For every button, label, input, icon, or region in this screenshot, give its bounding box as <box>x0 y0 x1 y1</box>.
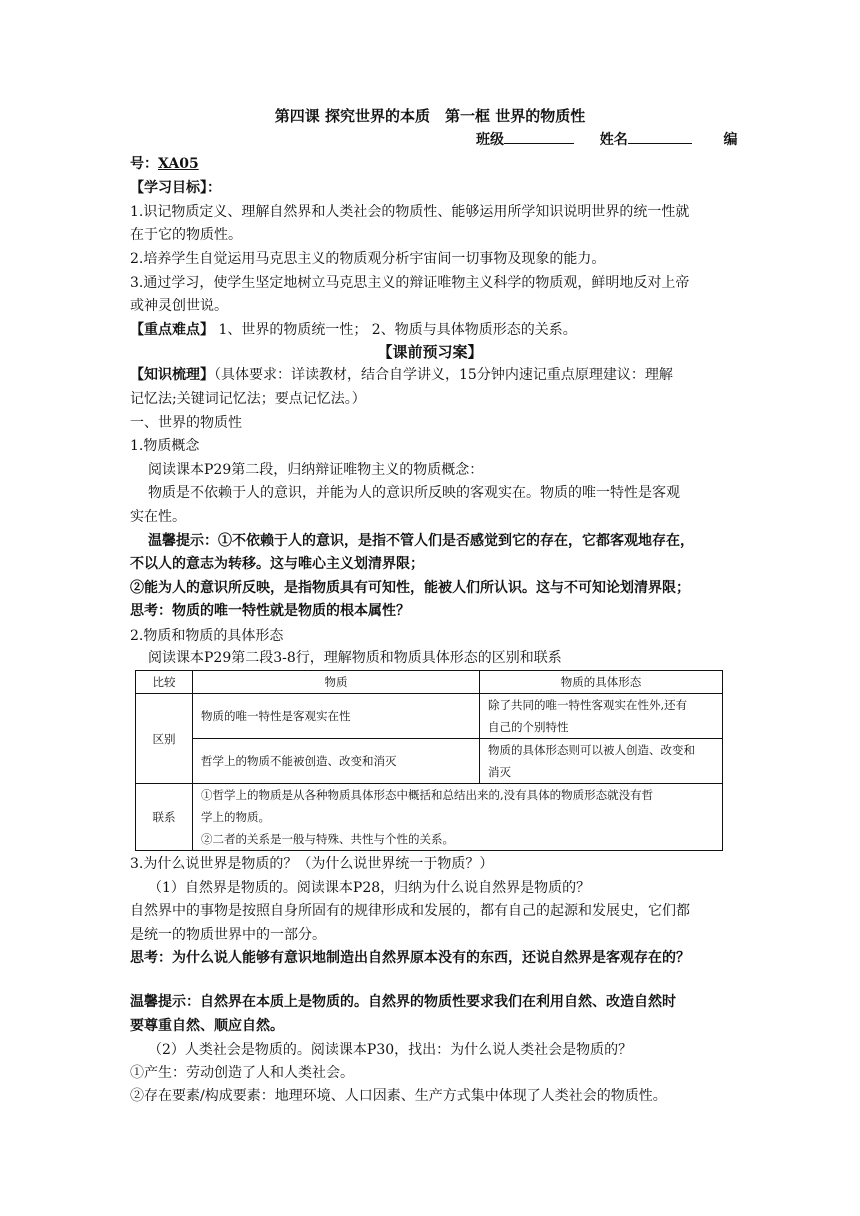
row1-forms: 除了共同的唯一特性客观实在性外,还有 自己的个别特性 <box>480 694 723 739</box>
objective-3a: 3.通过学习，使学生坚定地树立马克思主义的辩证唯物主义科学的物质观，鲜明地反对上帝 <box>130 275 690 291</box>
code-value: XA05 <box>158 156 199 172</box>
section1-read1: 阅读课本P29第二段，归纳辩证唯物主义的物质概念： <box>148 462 484 478</box>
preview-heading: 【课前预习案】 <box>377 343 483 361</box>
objectives-heading: 【学习目标】： <box>130 180 221 196</box>
row2-forms: 物质的具体形态则可以被人创造、改变和 消灭 <box>480 739 723 784</box>
table-row <box>136 739 723 784</box>
objective-1a: 1.识记物质定义、理解自然界和人类社会的物质性、能够运用所学知识说明世界的统一性就 <box>130 204 690 220</box>
header-matter: 物质 <box>193 671 480 694</box>
section1-sub1: 1.物质概念 <box>130 438 200 454</box>
name-blank[interactable] <box>628 129 692 144</box>
class-name-line <box>476 128 736 152</box>
knowledge-text-b: 记忆法;关键词记忆法；要点记忆法。） <box>130 391 366 407</box>
think1: 思考：物质的唯一特性就是物质的根本属性？ <box>130 603 410 619</box>
key-points-line <box>130 318 730 342</box>
think2: 思考：为什么说人能够有意识地制造出自然界原本没有的东西，还说自然界是客观存在的？ <box>130 950 690 966</box>
comparison-table <box>135 670 723 851</box>
code-line <box>130 152 730 176</box>
nature-b: 是统一的物质世界中的一部分。 <box>130 927 326 943</box>
tip1-a: 温馨提示：①不依赖于人的意识，是指不管人们是否感觉到它的存在，它都客观地存在， <box>148 533 694 549</box>
table-header-row <box>136 671 723 694</box>
document-title: 第四课 探究世界的本质 第一框 世界的物质性 <box>274 107 586 125</box>
section3-p1: （1）自然界是物质的。阅读课本P28，归纳为什么说自然界是物质的？ <box>148 880 591 896</box>
section1-read2: 阅读课本P29第二段3-8行，理解物质和物质具体形态的区别和联系 <box>148 650 562 666</box>
knowledge-line-a <box>130 363 730 387</box>
row2-matter: 哲学上的物质不能被创造、改变和消灭 <box>193 739 480 784</box>
header-compare: 比较 <box>136 671 193 694</box>
row1-matter: 物质的唯一特性是客观实在性 <box>193 694 480 739</box>
objective-3b: 或神灵创世说。 <box>130 298 228 314</box>
name-label: 姓名 <box>599 132 628 148</box>
tip2-a: 温馨提示：自然界在本质上是物质的。自然界的物质性要求我们在利用自然、改造自然时 <box>130 994 676 1010</box>
section3-sub3: 3.为什么说世界是物质的？（为什么说世界统一于物质？） <box>130 856 494 872</box>
header-forms: 物质的具体形态 <box>480 671 723 694</box>
section1-title: 一、世界的物质性 <box>130 415 242 431</box>
section1-sub2: 2.物质和物质的具体形态 <box>130 628 284 644</box>
knowledge-heading: 【知识梳理】 <box>130 367 214 383</box>
existence-elements: ②存在要素/构成要素：地理环境、人口因素、生产方式集中体现了人类社会的物质性。 <box>130 1088 667 1104</box>
code-label-b: 号： <box>130 156 158 172</box>
key-points-text: 1、世界的物质统一性； 2、物质与具体物质形态的关系。 <box>214 322 577 338</box>
definition-b: 实在性。 <box>130 509 186 525</box>
connection-text: ①哲学上的物质是从各种物质具体形态中概括和总结出来的,没有具体的物质形态就没有哲 学上的物质。 ②二者的关系是一般与特殊、共性与个性的关系。 <box>193 784 723 851</box>
table-row <box>136 694 723 739</box>
class-label: 班级 <box>476 132 504 148</box>
definition-a: 物质是不依赖于人的意识，并能为人的意识所反映的客观实在。物质的唯一特性是客观 <box>148 485 680 501</box>
difference-label: 区别 <box>136 694 193 784</box>
key-points-heading: 【重点难点】 <box>130 322 214 338</box>
objective-2: 2.培养学生自觉运用马克思主义的物质观分析宇宙间一切事物及现象的能力。 <box>130 251 606 267</box>
origin: ①产生：劳动创造了人和人类社会。 <box>130 1065 354 1081</box>
knowledge-text-a: （具体要求：详读教材，结合自学讲义，15分钟内速记重点原理建议：理解 <box>214 367 673 383</box>
section3-p2: （2）人类社会是物质的。阅读课本P30，找出：为什么说人类社会是物质的？ <box>148 1042 633 1058</box>
connection-label: 联系 <box>136 784 193 851</box>
tip1-b: 不以人的意志为转移。这与唯心主义划清界限； <box>130 556 424 572</box>
tip1-c: ②能为人的意识所反映，是指物质具有可知性，能被人们所认识。这与不可知论划清界限； <box>130 580 690 596</box>
tip2-b: 要尊重自然、顺应自然。 <box>130 1018 284 1034</box>
table-row <box>136 784 723 851</box>
class-blank[interactable] <box>504 129 574 144</box>
objective-1b: 在于它的物质性。 <box>130 227 242 243</box>
code-label-a: 编 <box>723 132 738 148</box>
nature-a: 自然界中的事物是按照自身所固有的规律形成和发展的，都有自己的起源和发展史，它们都 <box>130 903 690 919</box>
